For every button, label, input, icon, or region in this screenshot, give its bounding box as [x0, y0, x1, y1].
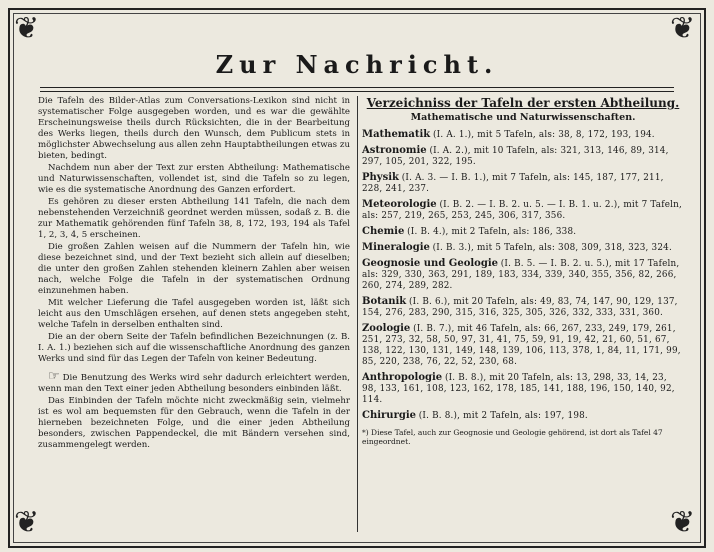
notice-column: [38, 96, 350, 452]
entry-subject: Geognosie und Geologie: [362, 258, 498, 269]
entry-plates: (I. B. 7.), mit 46 Tafeln, als: 66, 267, 233, 249, 179, 261, 251, 273, 32, 58, 50, 97, 31, 41, 75, 59, 91, 19, 42, 21, 60, 51, 67, 138, 122, 130, 131, 149, 148, 139, 106, 113, 378, 1, 84, 11, 171, 99, 85, 220, 238, 76, 22, 52, 230, 68.: [362, 324, 681, 367]
notice-paragraph-8: Das Einbinden der Tafeln möchte nicht zweckmäßig sein, vielmehr ist es wol am bequemsten für den Gebrauch, wenn die Tafeln in der hierneben bezeichneten Folge, und die einer jeden Abtheilung besonders, zwischen Pappendeckel, die mit Bändern versehen sind, zusammengelegt werden.: [38, 396, 350, 450]
entry-plates: (I. A. 1.), mit 5 Tafeln, als: 38, 8, 172, 193, 194.: [433, 130, 655, 140]
index-entry: [362, 410, 684, 422]
entry-plates: (I. B. 8.), mit 20 Tafeln, als: 13, 298, 33, 14, 23, 98, 133, 161, 108, 123, 162, 178, 185, 141, 188, 196, 150, 140, 92, 114.: [362, 373, 675, 405]
corner-ornament-bottom-left: ❦: [14, 505, 40, 540]
entry-plates: (I. B. 4.), mit 2 Tafeln, als: 186, 338.: [407, 227, 577, 237]
pointing-hand-icon: ☞: [48, 369, 60, 384]
corner-ornament-top-left: ❦: [14, 11, 40, 46]
index-entry: [362, 226, 684, 238]
index-entry: [362, 199, 684, 222]
plate-index-column: [362, 96, 684, 446]
notice-paragraph-4: Die großen Zahlen weisen auf die Nummern der Tafeln hin, wie diese bezeichnet sind, und der Text bezieht sich allein auf dieselben; die unter den großen Zahlen stehenden kleinern Zahlen aber weisen nach, welche Folge die Tafeln in der systematischen Ordnung einzunehmen haben.: [38, 242, 350, 296]
entry-plates: (I. B. 8.), mit 2 Tafeln, als: 197, 198.: [418, 411, 588, 421]
entry-plates: (I. B. 3.), mit 5 Tafeln, als: 308, 309, 318, 323, 324.: [432, 243, 672, 253]
entry-plates: (I. B. 2. — I. B. 2. u. 5. — I. B. 1. u. 2.), mit 7 Tafeln, als: 257, 219, 265, 253, 245, 306, 317, 356.: [362, 200, 682, 221]
entry-subject: Chirurgie: [362, 410, 416, 421]
notice-paragraph-7-text: Die Benutzung des Werks wird sehr dadurch erleichtert werden, wenn man den Text einer jeden Abtheilung besonders einbinden läßt.: [38, 373, 350, 394]
index-entry: [362, 172, 684, 195]
entry-subject: Physik: [362, 172, 399, 183]
column-divider: [357, 96, 358, 532]
entry-plates: (I. B. 6.), mit 20 Tafeln, als: 49, 83, 74, 147, 90, 129, 137, 154, 276, 283, 290, 315, 316, 325, 305, 326, 332, 333, 331, 360.: [362, 297, 678, 318]
entry-subject: Anthropologie: [362, 372, 443, 383]
entry-subject: Mineralogie: [362, 242, 430, 253]
index-heading: Verzeichniss der Tafeln der ersten Abtheilung.: [366, 96, 680, 110]
index-entry: [362, 323, 684, 368]
notice-paragraph-2: Nachdem nun aber der Text zur ersten Abtheilung: Mathematische und Naturwissenschaften, vollendet ist, sind die Tafeln so zu legen, wie es die systematische Anordnung des Ganzen erfordert.: [38, 163, 350, 195]
entry-subject: Chemie: [362, 226, 405, 237]
notice-paragraph-7: [38, 371, 350, 395]
notice-paragraph-6: Die an der obern Seite der Tafeln befindlichen Bezeichnungen (z. B. I. A. 1.) beziehen sich auf die wissenschaftliche Anordnung des ganzen Werks und sind für das Legen der Tafeln von keiner Bedeutung.: [38, 332, 350, 364]
index-entry: [362, 258, 684, 292]
entry-subject: Zoologie: [362, 323, 411, 334]
entry-subject: Mathematik: [362, 129, 431, 140]
index-subheading: Mathematische und Naturwissenschaften.: [410, 112, 636, 123]
entry-plates: (I. A. 3. — I. B. 1.), mit 7 Tafeln, als: 145, 187, 177, 211, 228, 241, 237.: [362, 173, 664, 194]
entry-subject: Botanik: [362, 296, 407, 307]
entry-plates: (I. B. 5. — I. B. 2. u. 5.), mit 17 Tafeln, als: 329, 330, 363, 291, 189, 183, 334, 339, 340, 355, 356, 82, 266, 260, 274, 289, 282.: [362, 259, 680, 291]
entry-subject: Astronomie: [362, 145, 427, 156]
corner-ornament-bottom-right: ❦: [670, 505, 696, 540]
corner-ornament-top-right: ❦: [670, 11, 696, 46]
footnote: *) Diese Tafel, auch zur Geognosie und Geologie gehörend, ist dort als Tafel 47 eingeordnet.: [362, 428, 663, 446]
notice-paragraph-3: Es gehören zu dieser ersten Abtheilung 141 Tafeln, die nach dem nebenstehenden Verzeichniß geordnet werden müssen, sodaß z. B. die zur Mathematik gehörenden fünf Tafeln 38, 8, 172, 193, 194 als Tafel 1, 2, 3, 4, 5 erscheinen.: [38, 197, 350, 240]
index-entry: [362, 372, 684, 406]
index-entry: [362, 296, 684, 319]
notice-paragraph-5: Mit welcher Lieferung die Tafel ausgegeben worden ist, läßt sich leicht aus den Umschlägen ersehen, auf denen stets angegeben steht, welche Tafeln in derselben enthalten sind.: [38, 298, 350, 330]
index-entries: [362, 129, 684, 422]
page-title: Zur Nachricht.: [215, 50, 499, 79]
notice-paragraph-1: Die Tafeln des Bilder-Atlas zum Conversations-Lexikon sind nicht in systematischer Folge ausgegeben worden, und es war die gewählte Erscheinungsweise theils durch Rücksichten, die in der Bearbeitung des Werks liegen, theils durch den Wunsch, dem Publicum stets in möglichster Abwechselung aus allen zehn Hauptabtheilungen etwas zu bieten, bedingt.: [38, 96, 350, 161]
entry-plates: (I. A. 2.), mit 10 Tafeln, als: 321, 313, 146, 89, 314, 297, 105, 201, 322, 195.: [362, 146, 669, 167]
index-entry: [362, 145, 684, 168]
index-entry: [362, 129, 684, 141]
title-rule: [40, 87, 674, 92]
index-entry: [362, 242, 684, 254]
entry-subject: Meteorologie: [362, 199, 437, 210]
